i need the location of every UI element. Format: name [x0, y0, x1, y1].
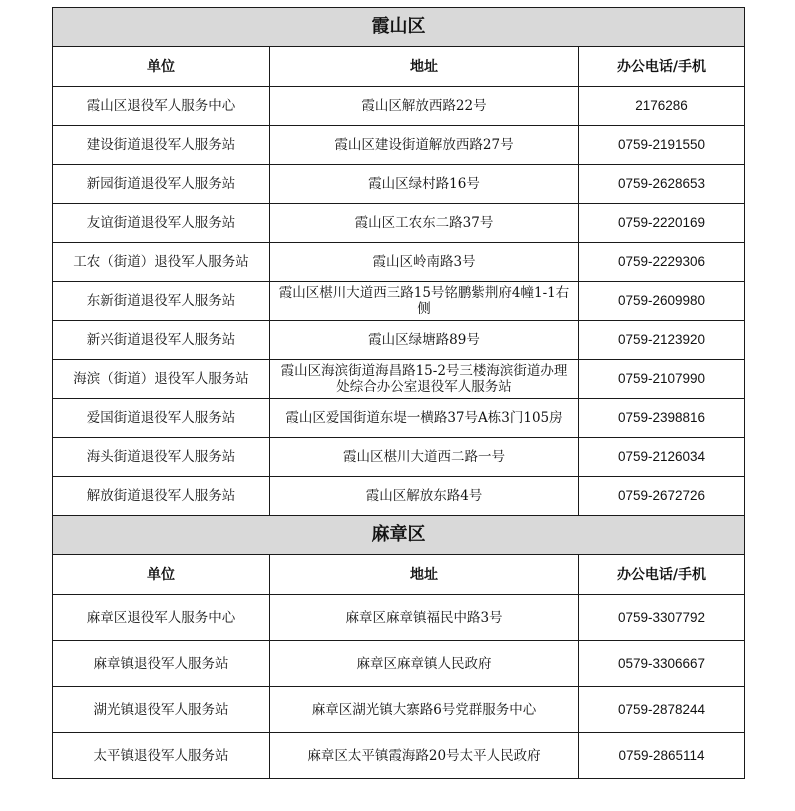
table-row [53, 438, 745, 477]
unit-cell: 麻章镇退役军人服务站 [53, 641, 270, 687]
section-title-row [53, 516, 745, 555]
unit-cell: 湖光镇退役军人服务站 [53, 687, 270, 733]
address-cell: 麻章区麻章镇人民政府 [270, 641, 579, 687]
table-row [53, 641, 745, 687]
contact-table [52, 7, 745, 779]
table-row [53, 595, 745, 641]
unit-cell: 友谊街道退役军人服务站 [53, 204, 270, 243]
address-cell: 霞山区建设街道解放西路27号 [270, 126, 579, 165]
phone-cell: 0759-2229306 [579, 243, 745, 282]
address-cell: 麻章区太平镇霞海路20号太平人民政府 [270, 733, 579, 779]
address-cell: 霞山区椹川大道西二路一号 [270, 438, 579, 477]
unit-cell: 新园街道退役军人服务站 [53, 165, 270, 204]
phone-cell: 0759-2672726 [579, 477, 745, 516]
column-header-address: 地址 [270, 47, 579, 87]
table-row [53, 399, 745, 438]
column-header-row [53, 47, 745, 87]
column-header-address: 地址 [270, 555, 579, 595]
table-row [53, 165, 745, 204]
unit-cell: 新兴街道退役军人服务站 [53, 321, 270, 360]
table-row [53, 204, 745, 243]
contact-table-body [53, 8, 745, 779]
unit-cell: 工农（街道）退役军人服务站 [53, 243, 270, 282]
section-title: 霞山区 [53, 8, 745, 47]
column-header-unit: 单位 [53, 47, 270, 87]
table-row [53, 687, 745, 733]
phone-cell: 0579-3306667 [579, 641, 745, 687]
unit-cell: 太平镇退役军人服务站 [53, 733, 270, 779]
unit-cell: 霞山区退役军人服务中心 [53, 87, 270, 126]
phone-cell: 0759-2107990 [579, 360, 745, 399]
table-row [53, 733, 745, 779]
column-header-phone: 办公电话/手机 [579, 47, 745, 87]
phone-cell: 0759-3307792 [579, 595, 745, 641]
section-title: 麻章区 [53, 516, 745, 555]
column-header-row [53, 555, 745, 595]
unit-cell: 海头街道退役军人服务站 [53, 438, 270, 477]
phone-cell: 0759-2878244 [579, 687, 745, 733]
address-cell: 霞山区工农东二路37号 [270, 204, 579, 243]
table-row [53, 321, 745, 360]
unit-cell: 解放街道退役军人服务站 [53, 477, 270, 516]
address-cell: 霞山区解放东路4号 [270, 477, 579, 516]
address-cell: 霞山区椹川大道西三路15号铭鹏紫荆府4幢1-1右侧 [270, 282, 579, 321]
unit-cell: 爱国街道退役军人服务站 [53, 399, 270, 438]
phone-cell: 0759-2123920 [579, 321, 745, 360]
unit-cell: 东新街道退役军人服务站 [53, 282, 270, 321]
address-cell: 霞山区绿塘路89号 [270, 321, 579, 360]
table-row [53, 360, 745, 399]
phone-cell: 0759-2220169 [579, 204, 745, 243]
phone-cell: 0759-2628653 [579, 165, 745, 204]
phone-cell: 0759-2191550 [579, 126, 745, 165]
column-header-unit: 单位 [53, 555, 270, 595]
table-row [53, 243, 745, 282]
address-cell: 霞山区岭南路3号 [270, 243, 579, 282]
table-row [53, 477, 745, 516]
address-cell: 霞山区爱国街道东堤一横路37号A栋3门105房 [270, 399, 579, 438]
column-header-phone: 办公电话/手机 [579, 555, 745, 595]
table-row [53, 282, 745, 321]
address-cell: 霞山区解放西路22号 [270, 87, 579, 126]
phone-cell: 0759-2865114 [579, 733, 745, 779]
phone-cell: 0759-2609980 [579, 282, 745, 321]
phone-cell: 0759-2126034 [579, 438, 745, 477]
unit-cell: 麻章区退役军人服务中心 [53, 595, 270, 641]
section-title-row [53, 8, 745, 47]
unit-cell: 海滨（街道）退役军人服务站 [53, 360, 270, 399]
table-row [53, 126, 745, 165]
phone-cell: 0759-2398816 [579, 399, 745, 438]
address-cell: 霞山区海滨街道海昌路15-2号三楼海滨街道办理处综合办公室退役军人服务站 [270, 360, 579, 399]
unit-cell: 建设街道退役军人服务站 [53, 126, 270, 165]
address-cell: 麻章区麻章镇福民中路3号 [270, 595, 579, 641]
phone-cell: 2176286 [579, 87, 745, 126]
address-cell: 麻章区湖光镇大寨路6号党群服务中心 [270, 687, 579, 733]
address-cell: 霞山区绿村路16号 [270, 165, 579, 204]
table-row [53, 87, 745, 126]
